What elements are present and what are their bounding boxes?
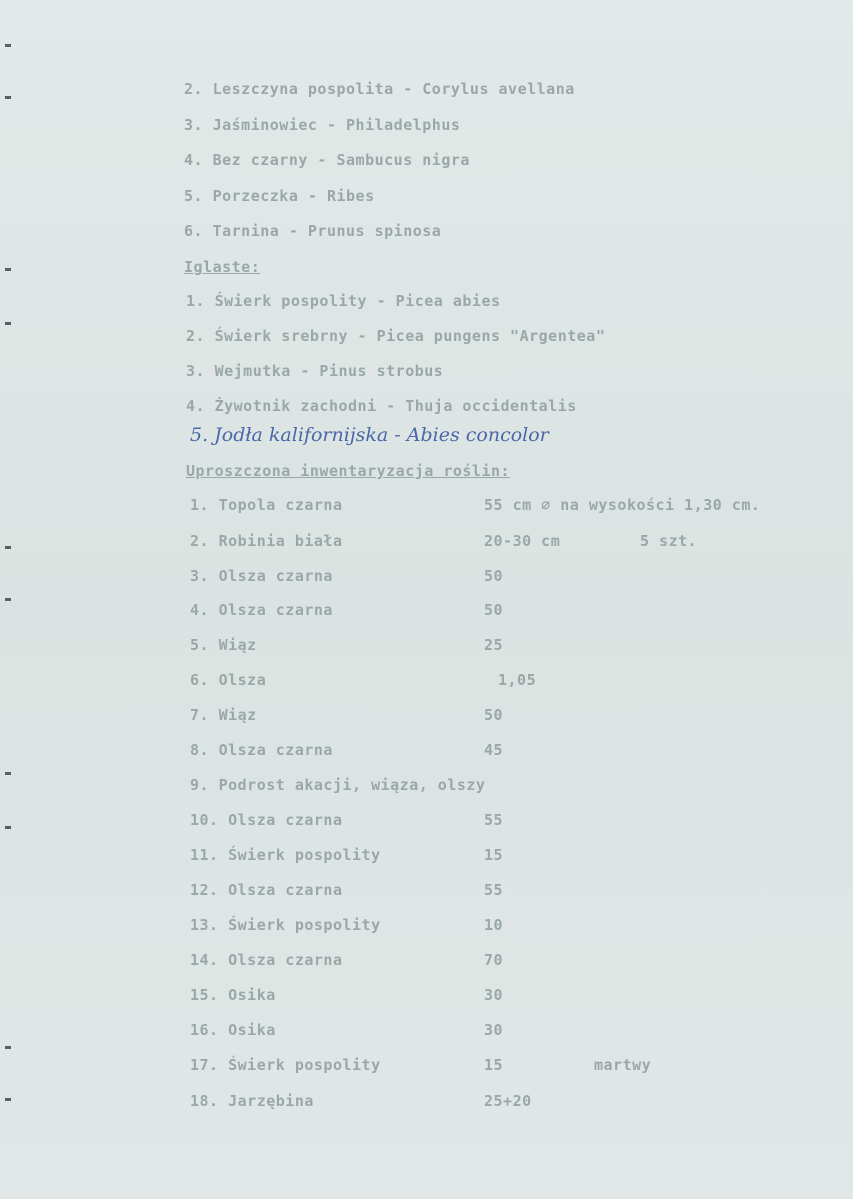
inventory-row-value: 25: [484, 636, 504, 654]
shrub-line: 4. Bez czarny - Sambucus nigra: [184, 151, 470, 169]
inventory-row-value: 55: [484, 881, 504, 899]
heading-inventory: Uproszczona inwentaryzacja roślin:: [186, 462, 511, 480]
shrub-line: 5. Porzeczka - Ribes: [184, 187, 375, 205]
heading-iglaste: Iglaste:: [184, 258, 261, 276]
margin-mark: [5, 322, 11, 325]
inventory-row-name: 16. Osika: [190, 1021, 276, 1039]
inventory-row-value: 55 cm ⌀ na wysokości 1,30 cm.: [484, 496, 761, 514]
inventory-row-value: 45: [484, 741, 504, 759]
inventory-row-name: 12. Olsza czarna: [190, 881, 343, 899]
inventory-row-name: 17. Świerk pospolity: [190, 1056, 381, 1074]
inventory-row-name: 18. Jarzębina: [190, 1092, 314, 1110]
inventory-row-value: 30: [484, 986, 504, 1004]
inventory-row-value: 10: [484, 916, 504, 934]
conifer-line: 2. Świerk srebrny - Picea pungens "Argentea": [186, 327, 606, 345]
margin-mark: [5, 44, 11, 47]
inventory-row-note: martwy: [594, 1056, 652, 1074]
shrub-line: 3. Jaśminowiec - Philadelphus: [184, 116, 461, 134]
inventory-row-name: 2. Robinia biała: [190, 532, 343, 550]
inventory-row-name: 5. Wiąz: [190, 636, 257, 654]
inventory-row-value: 30: [484, 1021, 504, 1039]
margin-mark: [5, 546, 11, 549]
conifer-line: 3. Wejmutka - Pinus strobus: [186, 362, 444, 380]
inventory-row-value: 70: [484, 951, 504, 969]
margin-mark: [5, 96, 11, 99]
margin-mark: [5, 826, 11, 829]
inventory-row-name: 4. Olsza czarna: [190, 601, 333, 619]
inventory-row-value: 1,05: [498, 671, 537, 689]
inventory-row-value: 15: [484, 1056, 504, 1074]
inventory-row-value: 25+20: [484, 1092, 532, 1110]
margin-mark: [5, 1098, 11, 1101]
inventory-row-name: 9. Podrost akacji, wiąza, olszy: [190, 776, 486, 794]
inventory-row-value: 50: [484, 601, 504, 619]
conifer-line: 4. Żywotnik zachodni - Thuja occidentalis: [186, 397, 577, 415]
inventory-row-name: 6. Olsza: [190, 671, 267, 689]
inventory-row-name: 10. Olsza czarna: [190, 811, 343, 829]
handwritten-addition: 5. Jodła kalifornijska - Abies concolor: [190, 424, 549, 446]
inventory-row-value: 55: [484, 811, 504, 829]
inventory-row-value: 15: [484, 846, 504, 864]
inventory-row-note: 5 szt.: [640, 532, 698, 550]
inventory-row-value: 20-30 cm: [484, 532, 561, 550]
inventory-row-value: 50: [484, 567, 504, 585]
inventory-row-name: 8. Olsza czarna: [190, 741, 333, 759]
shrub-line: 6. Tarnina - Prunus spinosa: [184, 222, 442, 240]
inventory-row-value: 50: [484, 706, 504, 724]
inventory-row-name: 1. Topola czarna: [190, 496, 343, 514]
margin-mark: [5, 1046, 11, 1049]
margin-mark: [5, 598, 11, 601]
margin-mark: [5, 268, 11, 271]
inventory-row-name: 3. Olsza czarna: [190, 567, 333, 585]
inventory-row-name: 13. Świerk pospolity: [190, 916, 381, 934]
inventory-row-name: 14. Olsza czarna: [190, 951, 343, 969]
inventory-row-name: 15. Osika: [190, 986, 276, 1004]
shrub-line: 2. Leszczyna pospolita - Corylus avellana: [184, 80, 575, 98]
margin-mark: [5, 772, 11, 775]
inventory-row-name: 11. Świerk pospolity: [190, 846, 381, 864]
inventory-row-name: 7. Wiąz: [190, 706, 257, 724]
conifer-line: 1. Świerk pospolity - Picea abies: [186, 292, 501, 310]
